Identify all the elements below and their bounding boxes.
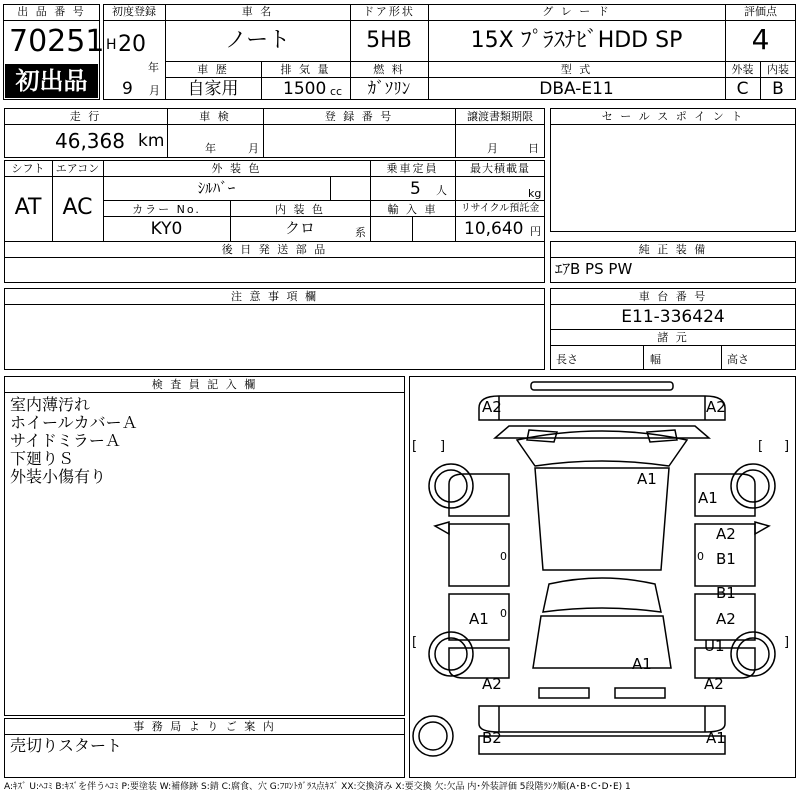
exterior-label: 外装 bbox=[731, 63, 754, 76]
reg-year: 20 bbox=[118, 32, 146, 57]
score-label: 評価点 bbox=[744, 5, 777, 18]
office-note: 売切りスタート bbox=[10, 736, 123, 755]
bracket: ] bbox=[784, 439, 790, 454]
capacity: 5 bbox=[410, 179, 421, 199]
damage-mark: A2 bbox=[716, 610, 736, 628]
displacement-label: 排 気 量 bbox=[280, 63, 331, 76]
genuine-equip: ｴｱB PS PW bbox=[555, 260, 633, 278]
damage-mark: A1 bbox=[706, 729, 726, 747]
fuel: ｶﾞｿﾘﾝ bbox=[367, 79, 411, 99]
recycle-label: リサイクル預託金 bbox=[460, 203, 540, 214]
bracket: ] bbox=[440, 439, 446, 454]
bracket: [ bbox=[412, 635, 418, 650]
damage-mark: A1 bbox=[698, 489, 718, 507]
fuel-label: 燃 料 bbox=[373, 63, 405, 76]
inspector-notes bbox=[10, 396, 138, 486]
max-load-label: 最大積載量 bbox=[470, 162, 530, 175]
int-color-unit: 系 bbox=[355, 226, 366, 239]
history-label: 車 歴 bbox=[197, 63, 229, 76]
inspector-label: 検 査 員 記 入 欄 bbox=[151, 378, 258, 391]
notes-label: 注 意 事 項 欄 bbox=[231, 290, 318, 303]
ac-label: エアコン bbox=[55, 162, 100, 175]
year-unit: 年 bbox=[148, 61, 159, 74]
car-diagram-svg bbox=[409, 376, 796, 778]
history: 自家用 bbox=[187, 79, 239, 99]
later-parts-label: 後 日 発 送 部 品 bbox=[221, 243, 328, 256]
damage-mark: U1 bbox=[704, 637, 725, 655]
recycle-unit: 円 bbox=[530, 225, 541, 238]
sales-points-box bbox=[550, 108, 796, 232]
transfer-month-unit: 月 bbox=[487, 142, 498, 155]
bracket: [ bbox=[758, 439, 764, 454]
grade: 15X ﾌﾟﾗｽﾅﾋﾞHDD SP bbox=[470, 28, 683, 53]
damage-mark: A1 bbox=[637, 470, 657, 488]
mileage: 46,368 bbox=[55, 129, 125, 153]
damage-mark: A1 bbox=[632, 655, 652, 673]
damage-mark: B1 bbox=[716, 584, 736, 602]
inspection-month-unit: 月 bbox=[248, 142, 259, 155]
legend: A:ｷｽﾞ U:ﾍｺﾐ B:ｷｽﾞを伴うﾍｺﾐ P:要塗装 W:補修跡 S:錆 C:腐食、穴 G:ﾌﾛﾝﾄｶﾞﾗｽ点ｷｽﾞ XX:交換済み X:要交換 欠:欠品 内･外装評価 5段階ﾗﾝｸ順(A･B･C･D･E) 1 bbox=[4, 782, 631, 792]
inspector-note: サイドミラーＡ bbox=[10, 431, 121, 450]
first-listing-badge: 初出品 bbox=[5, 64, 98, 98]
bracket: [ bbox=[412, 439, 418, 454]
int-color: クロ bbox=[284, 219, 315, 237]
damage-mark: A2 bbox=[482, 398, 502, 416]
lot-number: 70251 bbox=[9, 24, 105, 59]
model: DBA-E11 bbox=[539, 79, 614, 99]
sales-points-label: セ ー ル ス ポ イ ン ト bbox=[601, 110, 745, 123]
int-color-label: 内 装 色 bbox=[275, 203, 325, 216]
interior-label: 内装 bbox=[767, 63, 789, 76]
grade-label: グ レ ー ド bbox=[542, 5, 611, 18]
inspector-note: 下廻りＳ bbox=[10, 449, 75, 468]
mileage-unit: km bbox=[138, 131, 165, 151]
shift: AT bbox=[14, 195, 42, 220]
inspector-note: 外装小傷有り bbox=[10, 467, 107, 486]
first-reg-label: 初度登録 bbox=[112, 5, 156, 18]
ac: AC bbox=[62, 195, 93, 220]
inspection-year-unit: 年 bbox=[205, 142, 216, 155]
inspection-label: 車 検 bbox=[199, 110, 231, 123]
office-label: 事 務 局 よ り ご 案 内 bbox=[133, 720, 276, 733]
door-type: 5HB bbox=[366, 28, 412, 53]
inspector-note: 室内薄汚れ bbox=[10, 395, 91, 414]
damage-mark: A2 bbox=[706, 398, 726, 416]
chassis-label: 車 台 番 号 bbox=[638, 290, 708, 303]
dims-label: 諸 元 bbox=[657, 331, 689, 344]
color-no: KY0 bbox=[150, 219, 183, 239]
max-load-unit: kg bbox=[528, 187, 542, 200]
damage-mark: A1 bbox=[469, 610, 489, 628]
width-label: 幅 bbox=[650, 353, 661, 366]
bracket: ] bbox=[784, 635, 790, 650]
era: H bbox=[106, 37, 117, 53]
lot-number-label: 出 品 番 号 bbox=[17, 5, 86, 18]
exterior-grade: C bbox=[736, 79, 749, 99]
damage-mark: B2 bbox=[482, 729, 502, 747]
import-label: 輸 入 車 bbox=[387, 203, 438, 216]
model-label: 型 式 bbox=[560, 63, 593, 76]
small-mark: 0 bbox=[697, 550, 704, 563]
damage-mark: A2 bbox=[716, 525, 736, 543]
ext-color-label: 外 装 色 bbox=[211, 162, 262, 175]
interior-grade: B bbox=[772, 79, 784, 99]
door-label: ドア形状 bbox=[363, 5, 415, 18]
damage-mark: A2 bbox=[704, 675, 724, 693]
displacement: 1500 bbox=[283, 79, 327, 99]
genuine-equip-label: 純 正 装 備 bbox=[638, 243, 708, 256]
inspector-note: ホイールカバーＡ bbox=[10, 413, 138, 432]
reg-no-label: 登 録 番 号 bbox=[324, 110, 394, 123]
displacement-unit: cc bbox=[330, 85, 343, 98]
damage-mark: A2 bbox=[482, 675, 502, 693]
car-name: ノート bbox=[224, 28, 291, 53]
small-mark: 0 bbox=[500, 550, 507, 563]
height-label: 高さ bbox=[727, 353, 749, 366]
mileage-label: 走 行 bbox=[69, 110, 102, 123]
chassis-number: E11-336424 bbox=[621, 307, 725, 327]
reg-month: 9 bbox=[122, 79, 133, 99]
month-unit: 月 bbox=[149, 84, 160, 97]
ext-color: ｼﾙﾊﾞｰ bbox=[197, 179, 236, 197]
transfer-deadline-label: 譲渡書類期限 bbox=[467, 110, 533, 123]
car-name-label: 車 名 bbox=[241, 5, 274, 18]
capacity-unit: 人 bbox=[436, 184, 447, 197]
damage-mark: B1 bbox=[716, 550, 736, 568]
color-no-label: カラー No. bbox=[132, 203, 201, 216]
length-label: 長さ bbox=[556, 353, 578, 366]
score: 4 bbox=[751, 23, 770, 56]
transfer-day-unit: 日 bbox=[528, 142, 539, 155]
small-mark: 0 bbox=[500, 607, 507, 620]
capacity-label: 乗車定員 bbox=[386, 162, 439, 175]
shift-label: シフト bbox=[11, 162, 45, 175]
recycle-deposit: 10,640 bbox=[464, 219, 524, 239]
